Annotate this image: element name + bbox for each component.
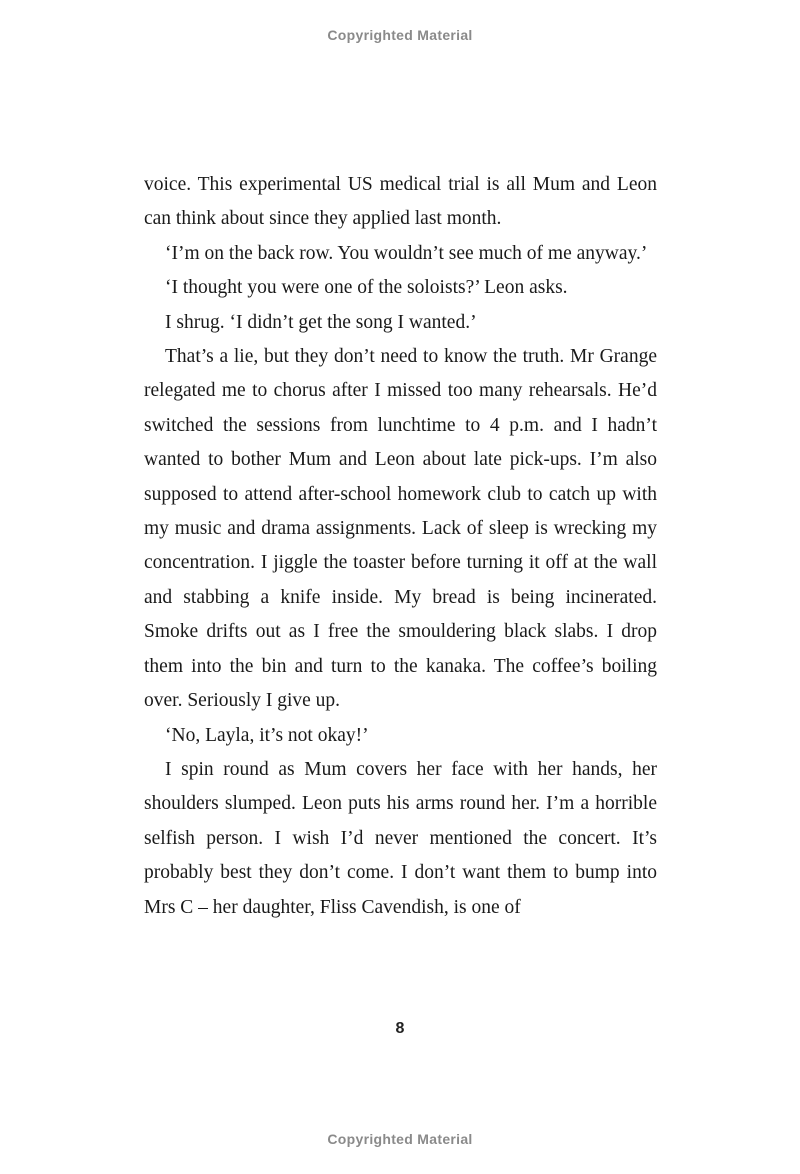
- paragraph: voice. This experimental US medical trial is all Mum and Leon can think about since they applied last month.: [144, 174, 657, 230]
- paragraph: ‘I thought you were one of the soloists?’ Leon asks.: [165, 277, 568, 299]
- copyright-watermark-bottom: Copyrighted Material: [327, 1131, 473, 1147]
- copyright-watermark-top: Copyrighted Material: [327, 27, 473, 43]
- paragraph: I shrug. ‘I didn’t get the song I wanted.’: [165, 311, 477, 333]
- paragraph: ‘I’m on the back row. You wouldn’t see much of me anyway.’: [165, 242, 648, 264]
- paragraph: I spin round as Mum covers her face with her hands, her shoulders slumped. Leon puts his arms round her. I’m a horrible selfish person. I wish I’d never mentioned the concert. It’s probably best they don’t come. I don’t want them to bump into Mrs C – her daughter, Fliss Cavendish, is one of: [144, 758, 657, 918]
- paragraph: ‘No, Layla, it’s not okay!’: [165, 724, 369, 746]
- body-text: [144, 168, 657, 925]
- page-number: 8: [395, 1020, 405, 1037]
- paragraph: That’s a lie, but they don’t need to know the truth. Mr Grange relegated me to chorus after I missed too many rehearsals. He’d switched the sessions from lunchtime to 4 p.m. and I hadn’t wanted to bother Mum and Leon about late pick-ups. I’m also supposed to attend after-school homework club to catch up with my music and drama assignments. Lack of sleep is wrecking my concentration. I jiggle the toaster before turning it off at the wall and stabbing a knife inside. My bread is being incinerated. Smoke drifts out as I free the smouldering black slabs. I drop them into the bin and turn to the kanaka. The coffee’s boiling over. Seriously I give up.: [144, 346, 657, 712]
